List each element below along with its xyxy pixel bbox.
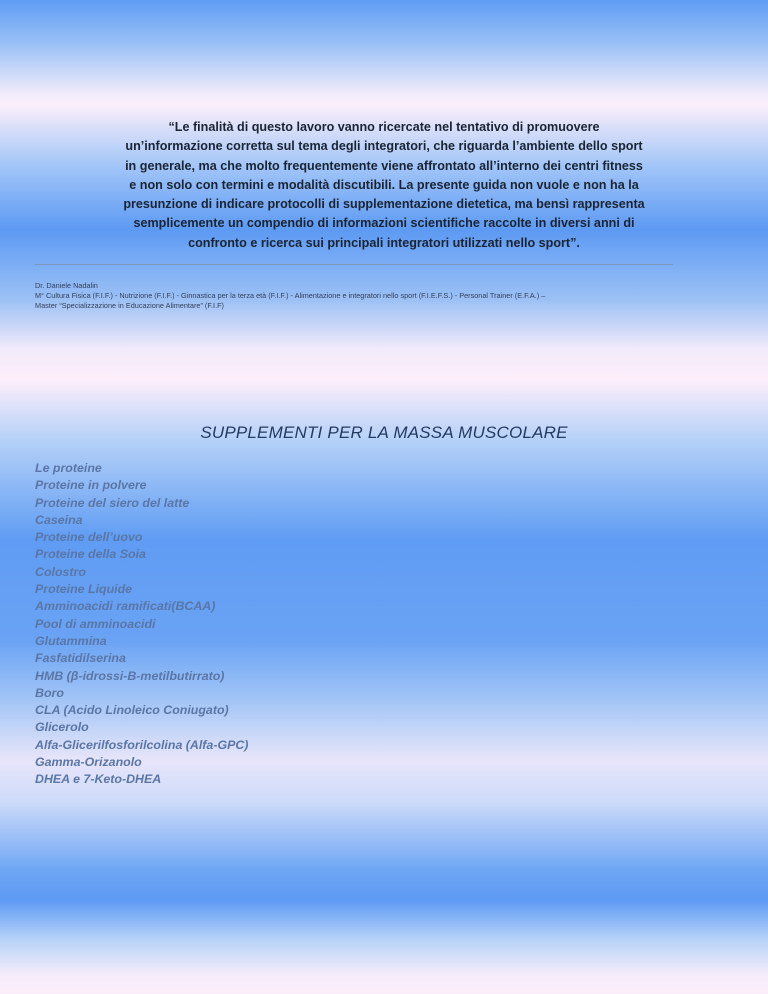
topic-link[interactable]: Fasfatidilserina	[35, 651, 126, 666]
topic-link[interactable]: Amminoacidi ramificati(BCAA)	[35, 599, 216, 614]
topic-link[interactable]: Proteine Liquide	[35, 582, 133, 597]
topic-list	[35, 460, 248, 789]
topic-link[interactable]: Le proteine	[35, 461, 102, 475]
quote-line: presunzione di indicare protocolli di supplementazione dietetica, ma bensì rappresenta	[123, 197, 645, 212]
topic-link[interactable]: Boro	[35, 685, 64, 700]
author-credentials-line: Master “Specializzazione in Educazione Alimentare” (F.I.F)	[35, 301, 224, 311]
quote-line: confronto e ricerca sui principali integratori utilizzati nello sport”.	[188, 235, 580, 250]
intro-quote	[95, 118, 673, 253]
topic-link[interactable]: Pool di amminoacidi	[35, 616, 156, 631]
topic-link[interactable]: Colostro	[35, 564, 86, 579]
topic-link[interactable]: Proteine dell’uovo	[35, 530, 143, 545]
topic-link[interactable]: CLA (Acido Linoleico Coniugato)	[35, 703, 229, 718]
topic-link[interactable]: Glicerolo	[35, 720, 89, 735]
quote-line: semplicemente un compendio di informazioni scientifiche raccolte in diversi anni di	[133, 216, 635, 231]
quote-line: “Le finalità di questo lavoro vanno ricercate nel tentativo di promuovere	[168, 120, 600, 134]
quote-line: in generale, ma che molto frequentemente viene affrontato all’interno dei centri fitness	[125, 158, 643, 173]
topic-link[interactable]: DHEA e 7-Keto-DHEA	[35, 772, 162, 787]
topic-link[interactable]: HMB (β-idrossi-B-metilbutirrato)	[35, 668, 225, 683]
topic-link[interactable]: Proteine della Soia	[35, 547, 146, 562]
quote-line: un’informazione corretta sul tema degli integratori, che riguarda l’ambiente dello sport	[125, 139, 643, 154]
author-credentials-line: M° Cultura Fisica (F.I.F.) - Nutrizione (F.I.F.) - Ginnastica per la terza età (F.I.F.) - Alimentazione e integratori nello sport (F.I.E.F.S.) - Personal Trainer (E.F.A.) –	[35, 291, 546, 301]
topic-link[interactable]: Proteine del siero del latte	[35, 495, 190, 510]
author-block	[35, 281, 740, 312]
section-title: SUPPLEMENTI PER LA MASSA MUSCOLARE	[200, 423, 568, 442]
divider	[35, 264, 673, 265]
topic-link[interactable]: Proteine in polvere	[35, 478, 147, 493]
topic-link[interactable]: Caseina	[35, 512, 83, 527]
quote-line: e non solo con termini e modalità discutibili. La presente guida non vuole e non ha la	[129, 177, 639, 192]
author-name: Dr. Daniele Nadalin	[35, 281, 98, 290]
topic-link[interactable]: Alfa-Glicerilfosforilcolina (Alfa-GPC)	[35, 737, 249, 752]
topic-link[interactable]: Glutammina	[35, 633, 107, 648]
topic-link[interactable]: Gamma-Orizanolo	[35, 755, 142, 770]
